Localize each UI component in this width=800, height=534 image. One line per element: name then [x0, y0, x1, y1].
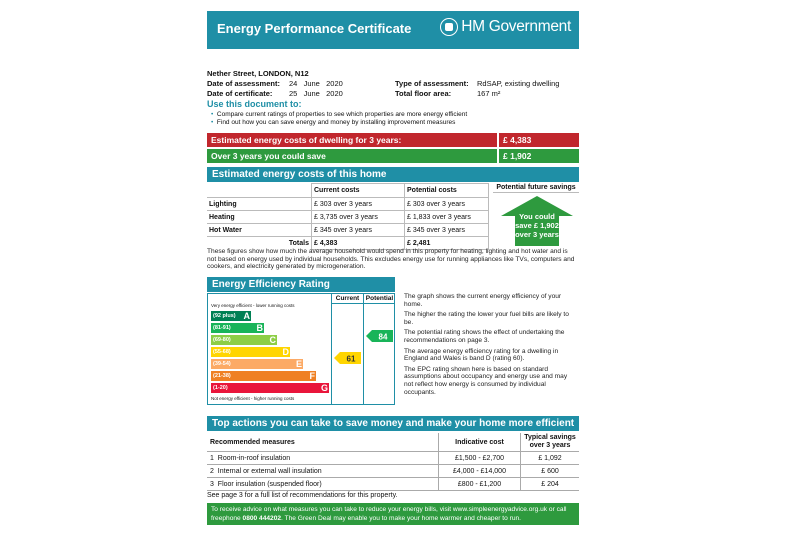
date-of-certificate: 25 June 2020	[289, 89, 343, 98]
type-of-assessment: RdSAP, existing dwelling	[477, 79, 560, 88]
list-item: • Find out how you can save energy and money by installing improvement measures	[211, 119, 456, 126]
use-document-list	[211, 111, 467, 127]
potential-rating-arrow	[366, 330, 393, 342]
current-rating-arrow	[334, 352, 361, 364]
rating-band-d	[211, 347, 290, 357]
band-range: (92 plus)	[213, 313, 236, 319]
bottom-caption: Not energy efficient - higher running costs	[211, 396, 295, 401]
rating-band-b	[211, 323, 264, 333]
actions-table	[207, 433, 579, 491]
table-header-row	[207, 184, 489, 198]
band-letter: F	[309, 371, 315, 381]
band-range: (39-54)	[213, 361, 231, 367]
savings-value: £ 1,902	[499, 149, 579, 163]
hm-government-logo	[440, 18, 571, 36]
actions-section-heading: Top actions you can take to save money and make your home more efficient	[207, 416, 579, 431]
table-row: Hot Water £ 345 over 3 years £ 345 over 3 years	[207, 224, 489, 237]
band-range: (69-80)	[213, 337, 231, 343]
rating-band-a	[211, 311, 251, 321]
advice-footer: To receive advice on what measures you can take to reduce your energy bills, visit www.simpleenergyadvice.org.uk or call freephone 0800 444202. The Green Deal may enable you to make your home warmer and cheaper to run.	[207, 503, 579, 525]
band-range: (1-20)	[213, 385, 228, 391]
header-bar	[207, 11, 579, 49]
col-potential-rating: Potential	[365, 295, 394, 302]
table-row: 3 Floor insulation (suspended floor) £800 - £1,200 £ 204	[207, 478, 579, 491]
use-document-heading: Use this document to:	[207, 99, 302, 109]
date-of-assessment: 24 June 2020	[289, 79, 343, 88]
band-range: (21-38)	[213, 373, 231, 379]
potential-rating-value: 84	[378, 332, 388, 342]
col-future-savings: Potential future savings	[493, 184, 579, 193]
rating-section-heading: Energy Efficiency Rating	[207, 277, 395, 292]
savings-arrow-text: You could save £ 1,902 over 3 years	[515, 212, 559, 239]
epc-page	[207, 0, 579, 534]
band-letter: A	[243, 311, 250, 321]
table-header-row: Recommended measures Indicative cost Typical savings over 3 years	[207, 433, 579, 452]
crest-icon	[440, 18, 458, 36]
list-item: • Compare current ratings of properties to see which properties are more energy efficient	[211, 111, 468, 118]
estimated-costs-value: £ 4,383	[499, 133, 579, 147]
col-current-costs: Current costs	[312, 184, 405, 198]
costs-table	[207, 183, 489, 250]
table-row: Heating £ 3,735 over 3 years £ 1,833 over 3 years	[207, 211, 489, 224]
costs-section-heading: Estimated energy costs of this home	[207, 167, 579, 182]
date-of-assessment-label: Date of assessment:	[207, 79, 280, 88]
rating-band-c	[211, 335, 277, 345]
table-row: 2 Internal or external wall insulation £4,000 - £14,000 £ 600	[207, 465, 579, 478]
rating-band-e	[211, 359, 303, 369]
date-of-certificate-label: Date of certificate:	[207, 89, 273, 98]
rating-band-f	[211, 371, 316, 381]
table-row: 1 Room-in-roof insulation £1,500 - £2,700 £ 1,092	[207, 452, 579, 465]
total-floor-area: 167 m²	[477, 89, 501, 98]
band-range: (81-91)	[213, 325, 231, 331]
total-floor-area-label: Total floor area:	[395, 89, 452, 98]
type-of-assessment-label: Type of assessment:	[395, 79, 469, 88]
page-title: Energy Performance Certificate	[217, 21, 412, 36]
property-address: Nether Street, LONDON, N12	[207, 69, 309, 78]
costs-note: These figures show how much the average household would spend in this property for heating, lighting and hot water and is not based on energy used by individual households. This excludes energy use for running appliances like TVs, computers and cookers, and electricity generated by microgeneration.	[207, 248, 575, 271]
totals-row: Totals £ 4,383 £ 2,481	[207, 237, 489, 250]
band-letter: G	[320, 383, 328, 393]
current-rating-value: 61	[346, 354, 356, 364]
band-letter: C	[269, 335, 276, 345]
savings-bar: Over 3 years you could save	[207, 149, 497, 163]
top-caption: Very energy efficient - lower running costs	[211, 303, 295, 308]
rating-band-g	[211, 383, 329, 393]
brand-text: HM Government	[461, 18, 571, 35]
band-range: (55-68)	[213, 349, 231, 355]
band-letter: E	[295, 359, 302, 369]
col-potential-costs: Potential costs	[405, 184, 489, 198]
band-letter: B	[256, 323, 263, 333]
see-page-note: See page 3 for a full list of recommendations for this property.	[207, 492, 398, 499]
rating-explanation: The graph shows the current energy efficiency of your home. The higher the rating the lower your fuel bills are likely to be. The potential rating shows the effect of undertaking the recommendations on page 3. The average energy efficiency rating for a dwelling in England and Wales is band D (rating 60). The EPC rating shown here is based on standard assumptions about occupancy and energy use and may not reflect how energy is consumed by individual occupants.	[404, 293, 569, 396]
rating-chart	[207, 293, 395, 405]
band-letter: D	[282, 347, 289, 357]
col-current-rating: Current	[335, 295, 360, 302]
estimated-costs-bar: Estimated energy costs of dwelling for 3 years:	[207, 133, 497, 147]
table-row: Lighting £ 303 over 3 years £ 303 over 3 years	[207, 198, 489, 211]
